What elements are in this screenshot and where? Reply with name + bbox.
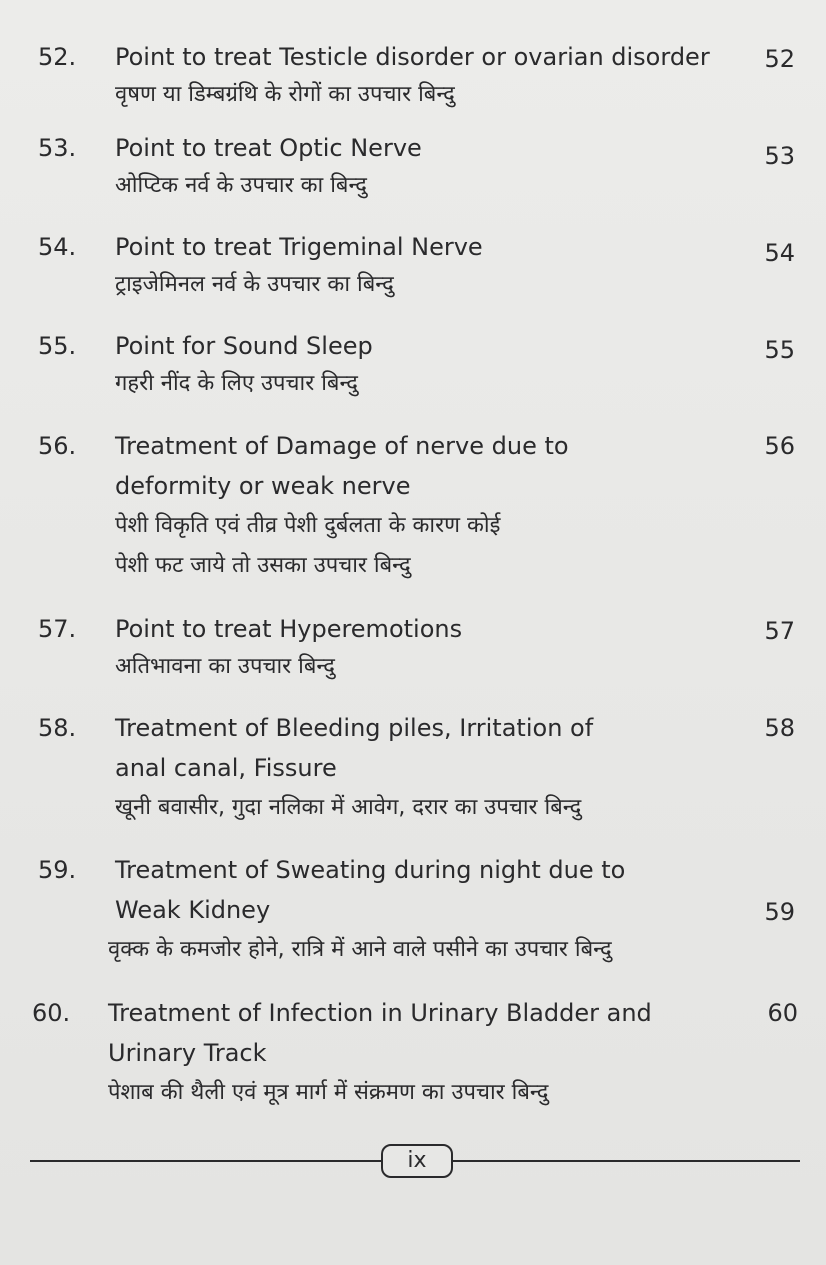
entry-number: 55. [38,332,77,360]
entry-title-hi: गहरी नींद के लिए उपचार बिन्दु [115,371,358,396]
entry-title-en: Point to treat Trigeminal Nerve [115,233,483,261]
entry-title-en: Point to treat Hyperemotions [115,615,463,643]
entry-title-en: Treatment of Infection in Urinary Bladder and [108,999,652,1027]
entry-title-en-cont: Weak Kidney [115,896,271,924]
entry-title-en: Point to treat Optic Nerve [115,134,422,162]
entry-title-hi: पेशाब की थैली एवं मूत्र मार्ग में संक्रमण का उपचार बिन्दु [108,1080,549,1105]
entry-page-number: 54 [764,239,795,267]
entry-title-en-cont: deformity or weak nerve [115,472,411,500]
entry-title-en: Treatment of Damage of nerve due to [115,432,569,460]
entry-number: 56. [38,432,77,460]
entry-title-hi: वृक्क के कमजोर होने, रात्रि में आने वाले पसीने का उपचार बिन्दु [108,937,612,962]
entry-page-number: 59 [764,898,795,926]
entry-number: 57. [38,615,77,643]
entry-title-en: Point for Sound Sleep [115,332,373,360]
entry-page-number: 60 [767,999,798,1027]
entry-number: 52. [38,43,77,71]
page-number-badge: ix [381,1144,453,1178]
entry-page-number: 57 [764,617,795,645]
footer-rule-right [453,1160,800,1162]
footer-rule-left [30,1160,381,1162]
entry-title-en: Point to treat Testicle disorder or ovarian disorder [115,43,710,71]
entry-title-hi: वृषण या डिम्बग्रंथि के रोगों का उपचार बिन्दु [115,82,455,107]
entry-title-hi: खूनी बवासीर, गुदा नलिका में आवेग, दरार का उपचार बिन्दु [115,795,582,820]
entry-number: 54. [38,233,77,261]
entry-page-number: 55 [764,336,795,364]
entry-title-hi: ट्राइजेमिनल नर्व के उपचार का बिन्दु [115,272,394,297]
entry-title-hi: पेशी विकृति एवं तीव्र पेशी दुर्बलता के कारण कोई [115,513,501,538]
entry-title-hi-cont: पेशी फट जाये तो उसका उपचार बिन्दु [115,553,411,578]
entry-page-number: 58 [764,714,795,742]
entry-number: 59. [38,856,77,884]
entry-title-hi: अतिभावना का उपचार बिन्दु [115,654,335,679]
entry-page-number: 52 [764,45,795,73]
entry-page-number: 53 [764,142,795,170]
entry-title-en: Treatment of Bleeding piles, Irritation of [115,714,594,742]
entry-number: 53. [38,134,77,162]
entry-number: 58. [38,714,77,742]
entry-title-en-cont: anal canal, Fissure [115,754,337,782]
entry-page-number: 56 [764,432,795,460]
entry-title-en-cont: Urinary Track [108,1039,267,1067]
entry-number: 60. [32,999,71,1027]
entry-title-en: Treatment of Sweating during night due to [115,856,626,884]
entry-title-hi: ओप्टिक नर्व के उपचार का बिन्दु [115,173,367,198]
